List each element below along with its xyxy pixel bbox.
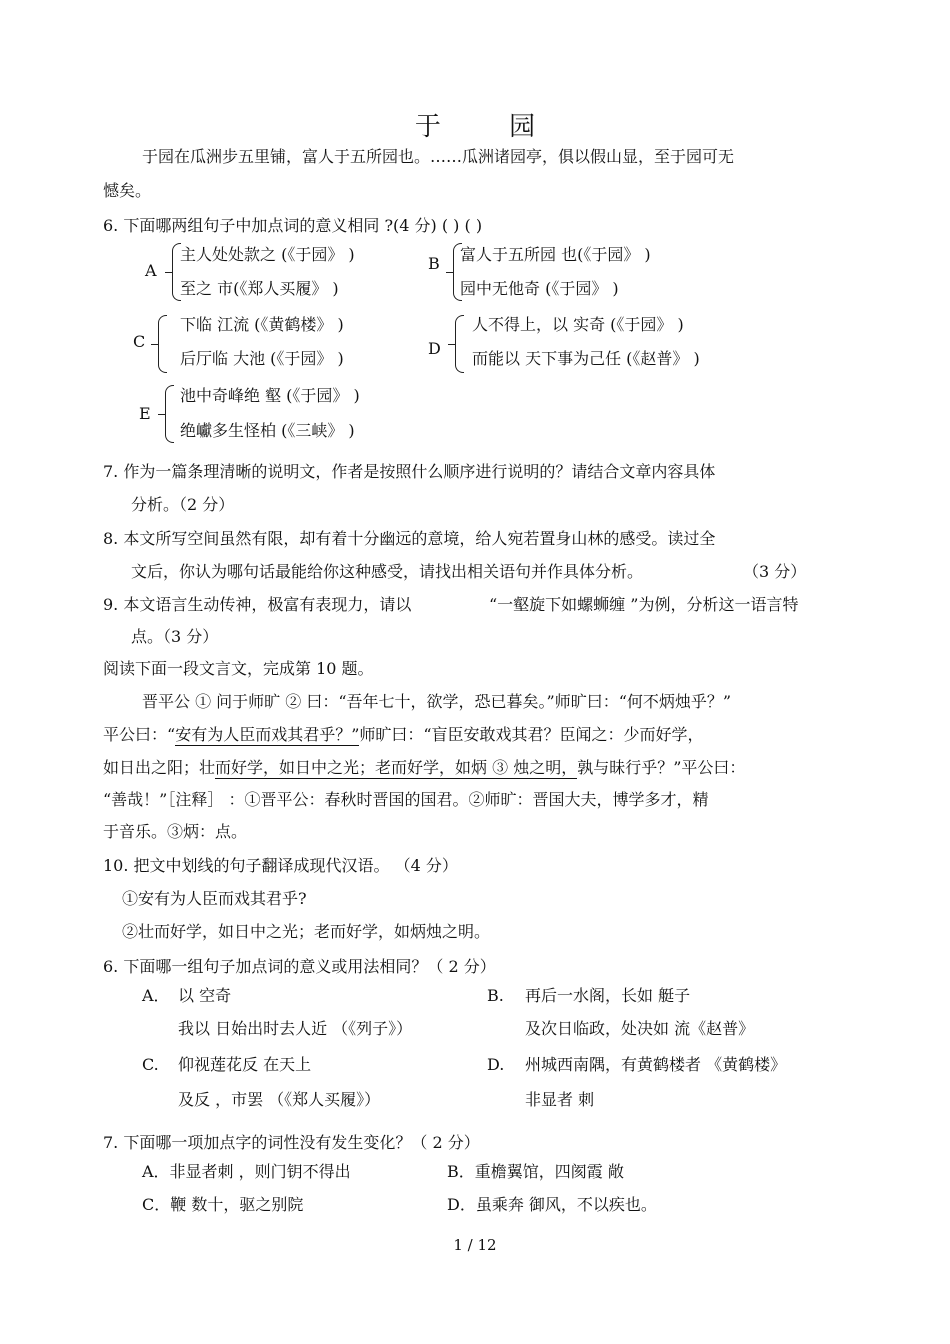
passage-line-1: 晋平公 ① 问于师旷 ② 曰：“吾年七十，欲学，恐已暮矣。”师旷曰：“何不炳烛乎？” [142,692,732,711]
article-title: 于 园 [414,112,566,142]
option-a-label: A． [142,986,170,1005]
option-a-line-1: 以 空奇 [178,986,232,1005]
option-b-line-2: 及次日临政，处决如 流《赵普》 [525,1019,755,1038]
question-10-item-2: ②壮而好学，如日中之光；老而好学，如炳烛之明。 [122,922,491,941]
option-d-label: D. [487,1055,505,1074]
question-7b-stem: 7. 下面哪一项加点字的词性没有发生变化？（ 2 分） [103,1133,480,1152]
question-6b-stem: 6. 下面哪一组句子加点词的意义或用法相同？（ 2 分） [103,957,496,976]
group-c-label: C [133,332,146,351]
group-a-line-2: 至之 市(《郑人买履》 ) [180,279,339,298]
passage-line-5: 于音乐。③炳：点。 [103,822,248,841]
question-7a-line-2: 分析。（2 分） [131,495,235,514]
q7b-option-d: D．虽乘奔 御风，不以疾也。 [447,1195,657,1214]
group-e-label: E [139,404,151,423]
group-d-line-2: 而能以 天下事为己任 (《赵普》 ) [472,349,700,368]
group-d-label: D [428,339,441,358]
option-b-label: B. [487,986,504,1005]
underlined-sentence-2: 而好学，如日中之光；老而好学，如炳 ③ 烛之明， [215,758,578,777]
passage-line-3-end: 孰与昧行乎？”平公曰： [577,758,746,777]
option-b-line-1: 再后一水阁，长如 艇子 [525,986,691,1005]
group-a-label: A [145,261,157,280]
passage-line-2-end: 师旷曰：“盲臣安敢戏其君？臣闻之：少而好学， [359,725,704,744]
group-b-line-1: 富人于五所园 也(《于园》 ) [460,245,651,264]
passage-line-2-start: 平公曰：“ [103,725,176,744]
group-e-line-1: 池中奇峰绝 壑 (《于园》 ) [180,386,360,405]
underlined-sentence-1: 安有为人臣而戏其君乎？” [175,725,360,744]
passage-line-3-start: 如日出之阳；壮 [103,758,216,777]
group-a-line-1: 主人处处款之 (《于园》 ) [180,245,355,264]
option-d-line-2: 非显者 刺 [525,1090,595,1109]
passage-line-3 [103,758,745,778]
passage-line-4: “善哉！”［注释］ ：①晋平公：春秋时晋国的国君。②师旷：晋国大夫，博学多才，精 [103,790,709,809]
question-8-line-1: 8. 本文所写空间虽然有限，却有着十分幽远的意境，给人宛若置身山林的感受。读过全 [103,529,716,548]
option-c-line-1: 仰视莲花反 在天上 [178,1055,312,1074]
question-7a-line-1: 7. 作为一篇条理清晰的说明文，作者是按照什么顺序进行说明的？请结合文章内容具体 [103,462,716,481]
q7b-option-a: A．非显者刺 ，则门钥不得出 [142,1162,351,1181]
reading-intro: 阅读下面一段文言文，完成第 10 题。 [103,659,374,678]
question-10-stem: 10. 把文中划线的句子翻译成现代汉语。 （4 分） [103,856,458,875]
group-b-label: B [428,254,440,273]
intro-line-2: 憾矣。 [103,181,152,200]
group-d-line-1: 人不得上，以 实奇 (《于园》 ) [472,315,684,334]
page-number: 1 / 12 [453,1236,497,1254]
option-d-line-1: 州城西南隅，有黄鹤楼者 《黄鹤楼》 [525,1055,787,1074]
passage-line-2 [103,725,704,745]
question-10-item-1: ①安有为人臣而戏其君乎? [122,889,307,908]
intro-line-1: 于园在瓜洲步五里铺，富人于五所园也。……瓜洲诸园亭，俱以假山显，至于园可无 [142,147,735,166]
group-d-brace [455,315,464,373]
question-9-line-2: 点。（3 分） [131,627,219,646]
question-9-line-1a: 9. 本文语言生动传神，极富有表现力，请以 [103,595,412,614]
question-8-score: （3 分） [743,562,807,581]
question-6a-stem: 6. 下面哪两组句子中加点词的意义相同 ?(4 分) ( ) ( ) [103,216,483,235]
q7b-option-b: B．重檐翼馆，四阂霞 敞 [447,1162,624,1181]
group-c-line-1: 下临 江流 (《黄鹤楼》 ) [180,315,344,334]
question-8-line-2: 文后，你认为哪句话最能给你这种感受，请找出相关语句并作具体分析。 [131,562,644,581]
group-b-line-2: 园中无他奇 (《于园》 ) [460,279,619,298]
question-9-line-1b: “一壑旋下如螺蛳缠 ”为例，分析这一语言特 [489,595,799,614]
group-e-line-2: 绝巘多生怪柏 (《三峡》 ) [180,421,355,440]
group-c-brace [158,315,167,373]
option-a-line-2: 我以 日始出时去人近 （《列子》） [178,1019,413,1038]
q7b-option-c: C．鞭 数十，驱之别院 [142,1195,304,1214]
group-c-line-2: 后厅临 大池 (《于园》 ) [180,349,344,368]
group-e-brace [165,385,174,443]
option-c-line-2: 及反 ，市罢 （《郑人买履》） [178,1090,381,1109]
option-c-label: C. [142,1055,159,1074]
